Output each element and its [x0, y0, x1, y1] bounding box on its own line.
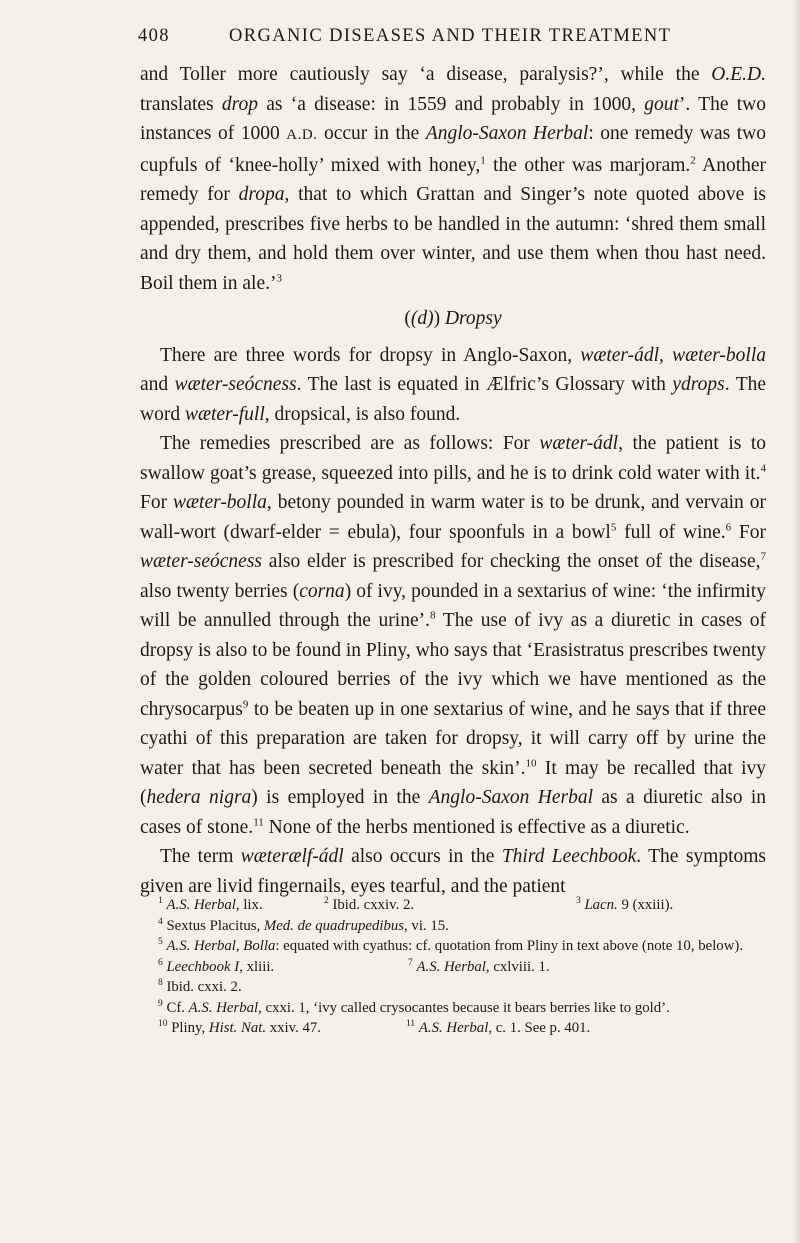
paragraph-1: and Toller more cautiously say ‘a disease, paralysis?’, while the O.E.D. translates drop as ‘a disease: in 1559 and probably in 1000, gout’. The two instances of 1000 A.D. occur in the Anglo-Saxon Herbal: one remedy was two cupfuls of ‘knee-holly’ mixed with honey,$^1$ the other was marjoram.$^2$ Another remedy for dropa, that to which Grattan and Singer’s note quoted above is appended, prescribes five herbs to be handled in the autumn: ‘shred them small and dry them, and hold them over winter, and use them when thou hast need. Boil them in ale.’$^3$ [140, 64, 767, 294]
note-ref: 10 [525, 757, 537, 769]
note-ref: 8 [430, 609, 436, 622]
running-title: ORGANIC DISEASES AND THEIR TREATMENT [229, 26, 672, 46]
footnote-11: $^{11}$ A.S. Herbal, c. 1. See p. 401. [406, 1019, 591, 1036]
page-edge-shadow [792, 0, 800, 1243]
note-ref: 9 [242, 698, 249, 710]
footnote-4: $^4$ Sextus Placitus, Med. de quadrupedibus, vi. 15. [158, 916, 449, 934]
note-ref: 3 [276, 272, 282, 284]
note-ref: 7 [760, 550, 766, 563]
footnote-5: $^5$ A.S. Herbal, Bolla: equated with cyathus: cf. quotation from Pliny in text above (note 10, below). [158, 937, 744, 954]
footnote-line [140, 1018, 766, 1039]
running-header [138, 26, 770, 56]
page-number: 408 [138, 26, 170, 46]
footnote-10: $^{10}$ Pliny, Hist. Nat. xxiv. 47. [158, 1019, 321, 1036]
footnote-2: $^2$ Ibid. cxxiv. 2. [324, 896, 415, 913]
paragraph-4: The term wæterælf-ádl also occurs in the Third Leechbook. The symptoms given are livid fingernails, eyes tearful, and the patient [140, 846, 767, 897]
footnote-1: $^1$ A.S. Herbal, lix. [158, 896, 263, 913]
main-text [140, 60, 766, 901]
footnote-6: $^6$ Leechbook I, xliii. [158, 957, 275, 975]
footnotes [140, 895, 766, 1039]
footnote-9: $^9$ Cf. A.S. Herbal, cxxi. 1, ‘ivy called crysocantes because it bears berries like to gold’. [158, 998, 670, 1016]
section-heading: ((d)) Dropsy [404, 308, 502, 329]
footnote-8: $^8$ Ibid. cxxi. 2. [158, 978, 242, 995]
footnote-7: $^7$ A.S. Herbal, cxlviii. 1. [408, 957, 550, 975]
paragraph-2: There are three words for dropsy in Anglo-Saxon, wæter-ádl, wæter-bolla and wæter-seócness. The last is equated in Ælfric’s Glossary with ydrops. The word wæter-full, dropsical, is also found. [140, 344, 767, 425]
note-ref: 5 [610, 521, 617, 533]
footnote-line [140, 957, 766, 978]
note-ref: 4 [760, 462, 766, 474]
paragraph-3: The remedies prescribed are as follows: For wæter-ádl, the patient is to swallow goat’s grease, squeezed into pills, and he is to drink cold water with it.$^4$ For wæter-bolla, betony pounded in warm water is to be drunk, and vervain or wall-wort (dwarf-elder = ebula), four spoonfuls in a bowl$^5$ full of wine.$^6$ For wæter-seócness also elder is prescribed for checking the onset of the disease,$^7$ also twenty berries (corna) of ivy, pounded in a sextarius of wine: ‘the infirmity will be annulled through the urine’.$^8$ The use of ivy as a diuretic in cases of dropsy is also to be found in Pliny, who says that ‘Erasistratus prescribes twenty of the golden coloured berries of the ivy which we have mentioned as the chrysocarpus$^9$ to be beaten up in one sextarius of wine, and he says that if three cyathi of this preparation are taken for dropsy, it will carry off by urine the water that has been secreted beneath the skin’.$^{10}$ It may be recalled that ivy (hedera nigra) is employed in the Anglo-Saxon Herbal as a diuretic also in cases of stone.$^{11}$ None of the herbs mentioned is effective as a diuretic. [140, 433, 767, 838]
footnote-line [140, 895, 766, 916]
note-ref: 1 [480, 154, 486, 166]
footnote-3: $^3$ Lacn. 9 (xxiii). [576, 896, 674, 913]
note-ref: 2 [690, 154, 696, 166]
note-ref: 6 [725, 521, 732, 533]
note-ref: 11 [253, 816, 264, 828]
